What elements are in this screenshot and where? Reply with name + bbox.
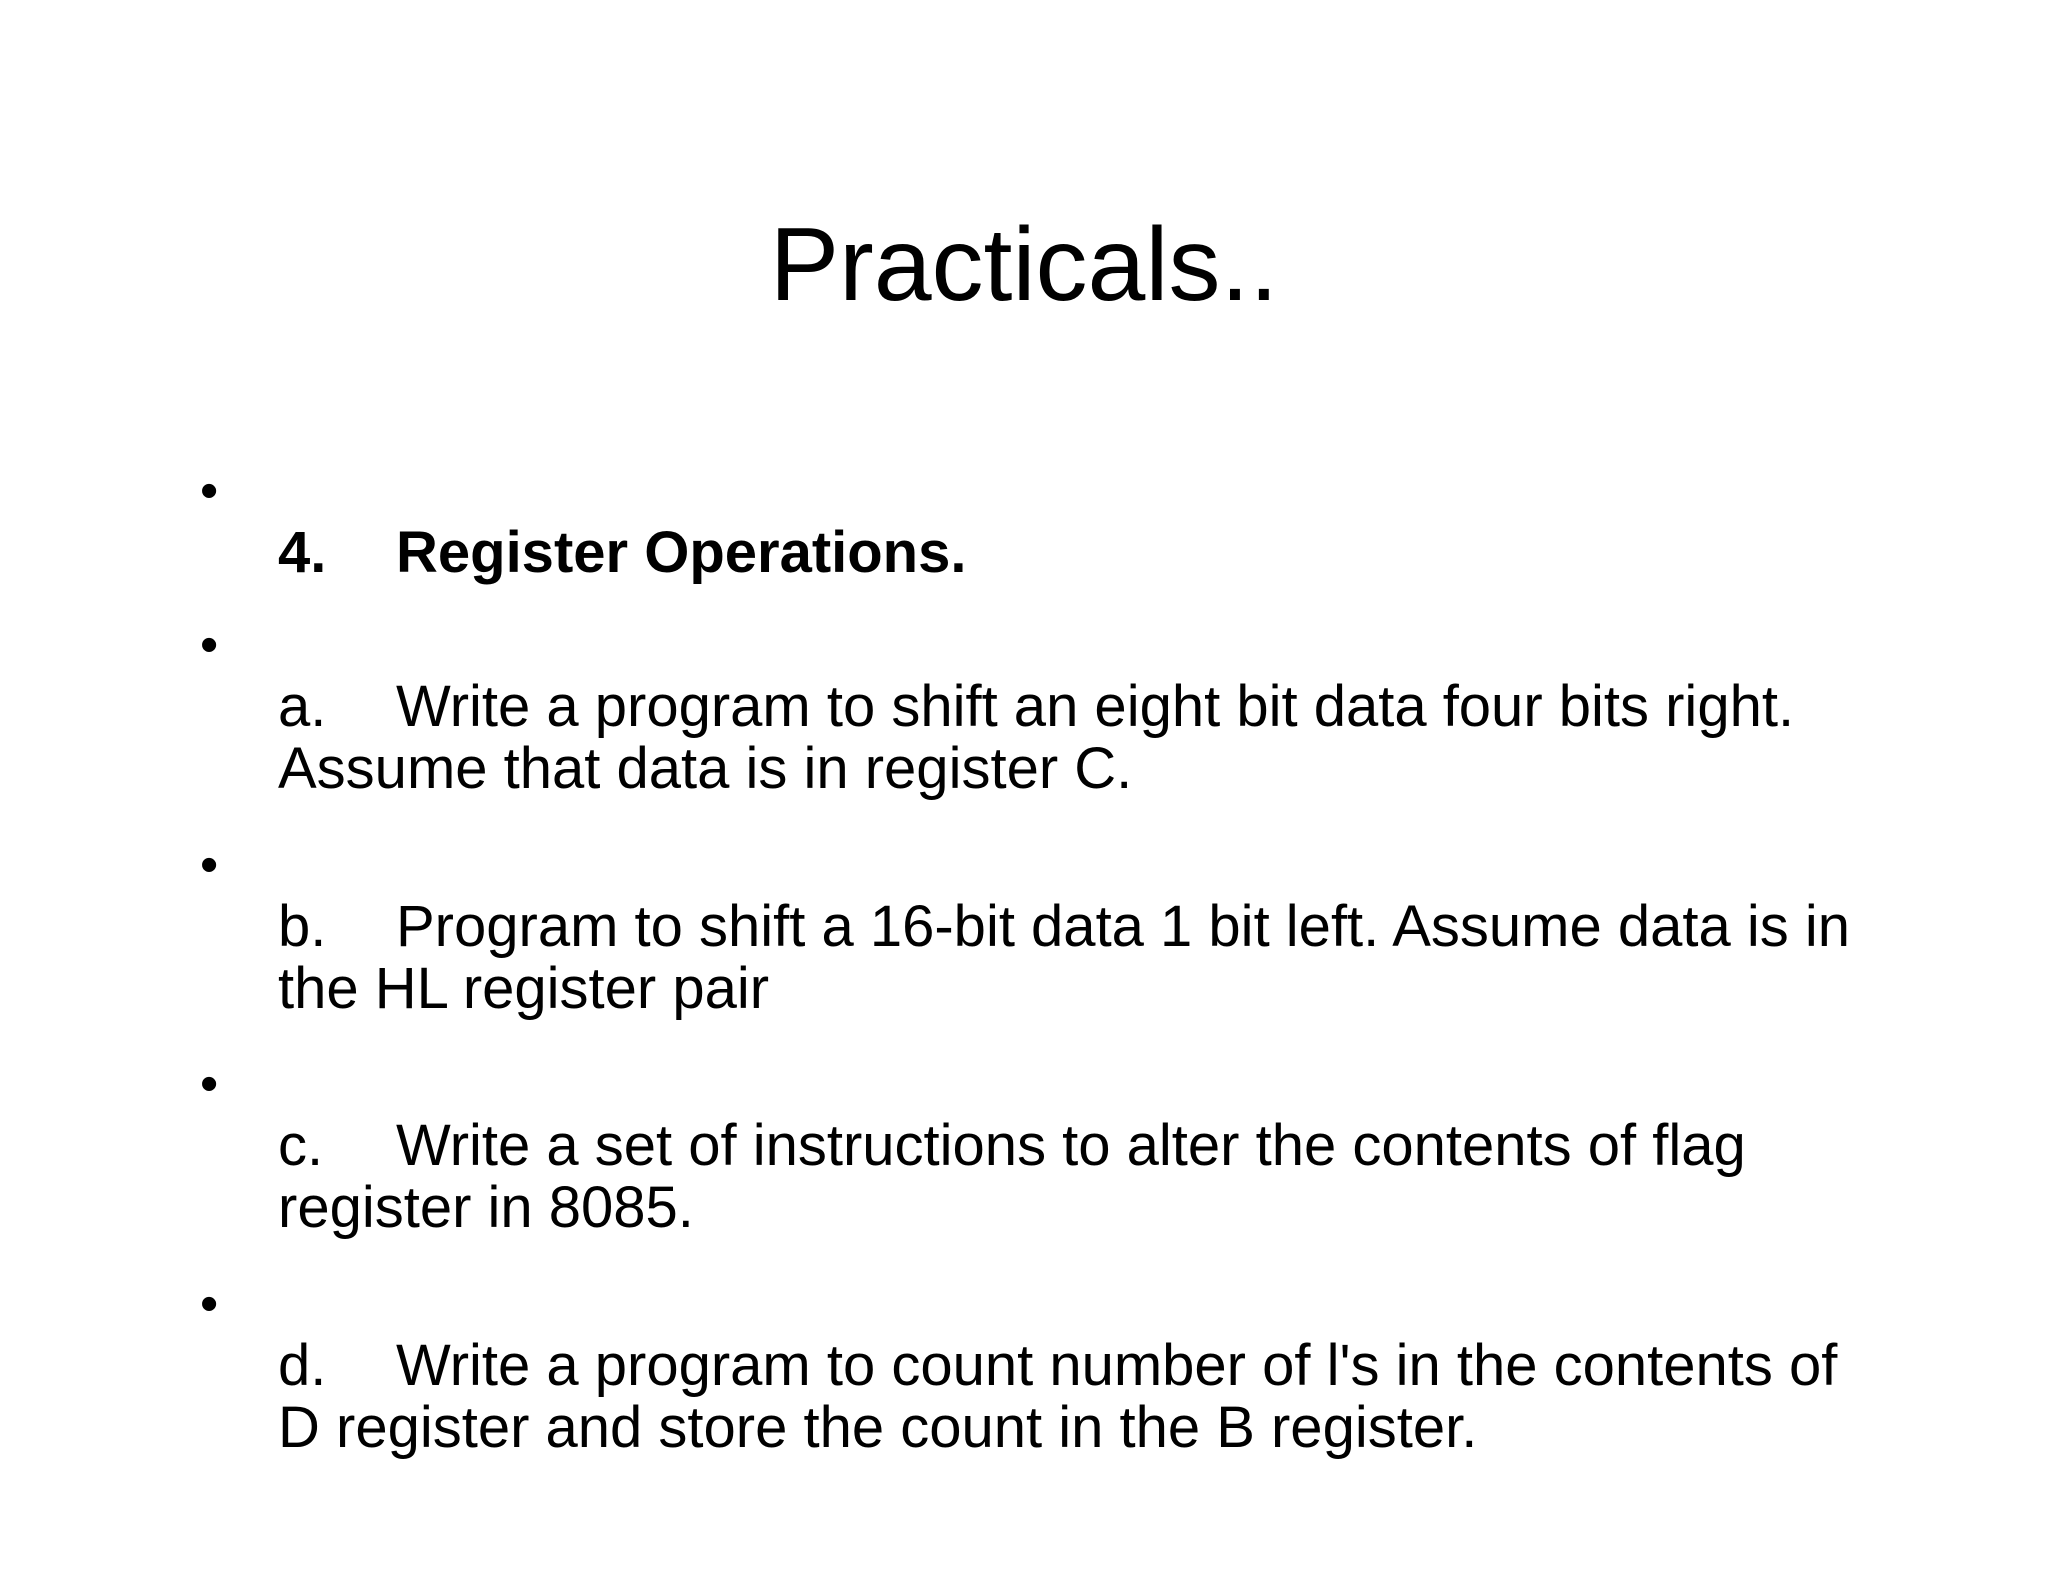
list-item-marker: c. [278, 1113, 324, 1178]
list-item-marker: a. [278, 674, 327, 739]
list-item-label: Write a program to count number of l's in the contents of D register and store the count in the B register. [278, 1333, 1838, 1460]
list-item-text [278, 614, 1858, 800]
bullet-icon: • [200, 1275, 219, 1333]
list-item-label: Program to shift a 16-bit data 1 bit left. Assume data is in the HL register pair [278, 894, 1850, 1021]
list-item-text [278, 834, 1858, 1020]
list-item-text [278, 1273, 1858, 1459]
list-item-marker: d. [278, 1333, 327, 1398]
list-item-marker: 4. [278, 520, 327, 585]
bullet-icon: • [200, 836, 219, 894]
list-item-label: Write a program to shift an eight bit data four bits right. Assume that data is in register C. [278, 674, 1795, 801]
bullet-icon: • [200, 462, 219, 520]
slide-title: Practicals.. [769, 207, 1279, 323]
list-item-text [278, 1053, 1858, 1239]
list-item-text [278, 460, 1858, 584]
bullet-icon: • [200, 616, 219, 674]
list-item-label: Register Operations. [396, 520, 967, 585]
bullet-icon: • [200, 1055, 219, 1113]
list-item-marker: b. [278, 894, 327, 959]
list-item-label: Write a set of instructions to alter the contents of flag register in 8085. [278, 1113, 1746, 1240]
